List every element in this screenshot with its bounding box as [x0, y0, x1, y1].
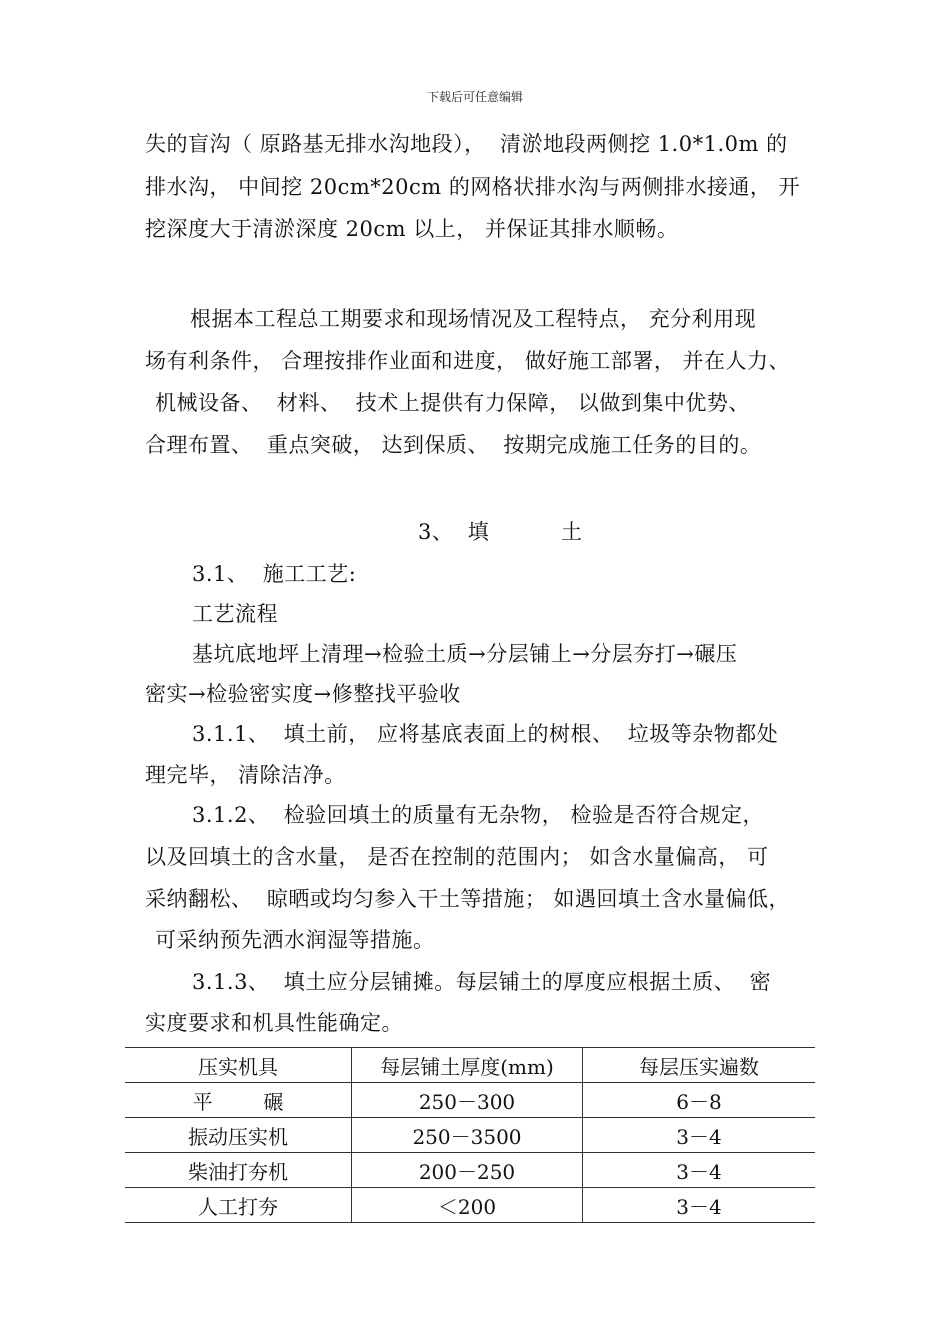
paragraph-line: 挖深度大于清淤深度 20cm 以上， 并保证其排水顺畅。 [145, 217, 679, 241]
table-cell: 3－4 [583, 1188, 816, 1223]
column-header: 每层压实遍数 [583, 1048, 816, 1083]
paragraph-line: 机械设备、 材料、 技术上提供有力保障， 以做到集中优势、 [155, 391, 750, 415]
table-cell: 3－4 [583, 1153, 816, 1188]
paragraph-line: 排水沟， 中间挖 20cm*20cm 的网格状排水沟与两侧排水接通， 开 [145, 175, 800, 199]
process-flow-line: 密实→检验密实度→修整找平验收 [145, 682, 461, 706]
paragraph-line: 3.1.1、 填土前， 应将基底表面上的树根、 垃圾等杂物都处 [192, 722, 779, 746]
paragraph-line: 实度要求和机具性能确定。 [145, 1011, 403, 1035]
table-row [125, 1118, 815, 1153]
paragraph-line: 可采纳预先洒水润湿等措施。 [155, 928, 435, 952]
paragraph-line: 3.1.2、 检验回填土的质量有无杂物， 检验是否符合规定， [192, 803, 764, 827]
paragraph-line: 采纳翻松、 晾晒或均匀参入干土等措施； 如遇回填土含水量偏低， [145, 887, 791, 911]
table-row [125, 1083, 815, 1118]
paragraph-line: 3.1.3、 填土应分层铺摊。每层铺土的厚度应根据土质、 密 [192, 970, 772, 994]
table-header-row [125, 1048, 815, 1083]
table-cell: 250－300 [352, 1083, 583, 1118]
compaction-table [125, 1047, 815, 1223]
paragraph-line: 工艺流程 [192, 602, 278, 626]
page-header: 下载后可任意编辑 [426, 90, 523, 104]
paragraph-line: 理完毕， 清除洁净。 [145, 763, 346, 787]
table-cell: ＜200 [352, 1188, 583, 1223]
column-header: 每层铺土厚度(mm) [352, 1048, 583, 1083]
table-row [125, 1188, 815, 1223]
table-cell: 250－3500 [352, 1118, 583, 1153]
table-cell: 3－4 [583, 1118, 816, 1153]
paragraph-line: 失的盲沟（ 原路基无排水沟地段）， 清淤地段两侧挖 1.0*1.0m 的 [145, 132, 788, 156]
paragraph-line: 以及回填土的含水量， 是否在控制的范围内； 如含水量偏高， 可 [145, 845, 769, 869]
table-row [125, 1153, 815, 1188]
table-cell: 柴油打夯机 [125, 1153, 352, 1188]
paragraph-line: 根据本工程总工期要求和现场情况及工程特点， 充分利用现 [190, 307, 757, 331]
table-cell: 振动压实机 [125, 1118, 352, 1153]
paragraph-line: 合理布置、 重点突破， 达到保质、 按期完成施工任务的目的。 [145, 433, 762, 457]
table-cell: 人工打夯 [125, 1188, 352, 1223]
table-cell: 平 碾 [125, 1083, 352, 1118]
column-header: 压实机具 [125, 1048, 352, 1083]
table-cell: 6－8 [583, 1083, 816, 1118]
paragraph-line: 场有利条件， 合理按排作业面和进度， 做好施工部署， 并在人力、 [145, 349, 791, 373]
section-heading: 3、 填 土 [418, 520, 583, 544]
table-cell: 200－250 [352, 1153, 583, 1188]
subsection-heading: 3.1、 施工工艺: [192, 562, 357, 586]
process-flow-line: 基坑底地坪上清理→检验土质→分层铺上→分层夯打→碾压 [192, 642, 738, 666]
